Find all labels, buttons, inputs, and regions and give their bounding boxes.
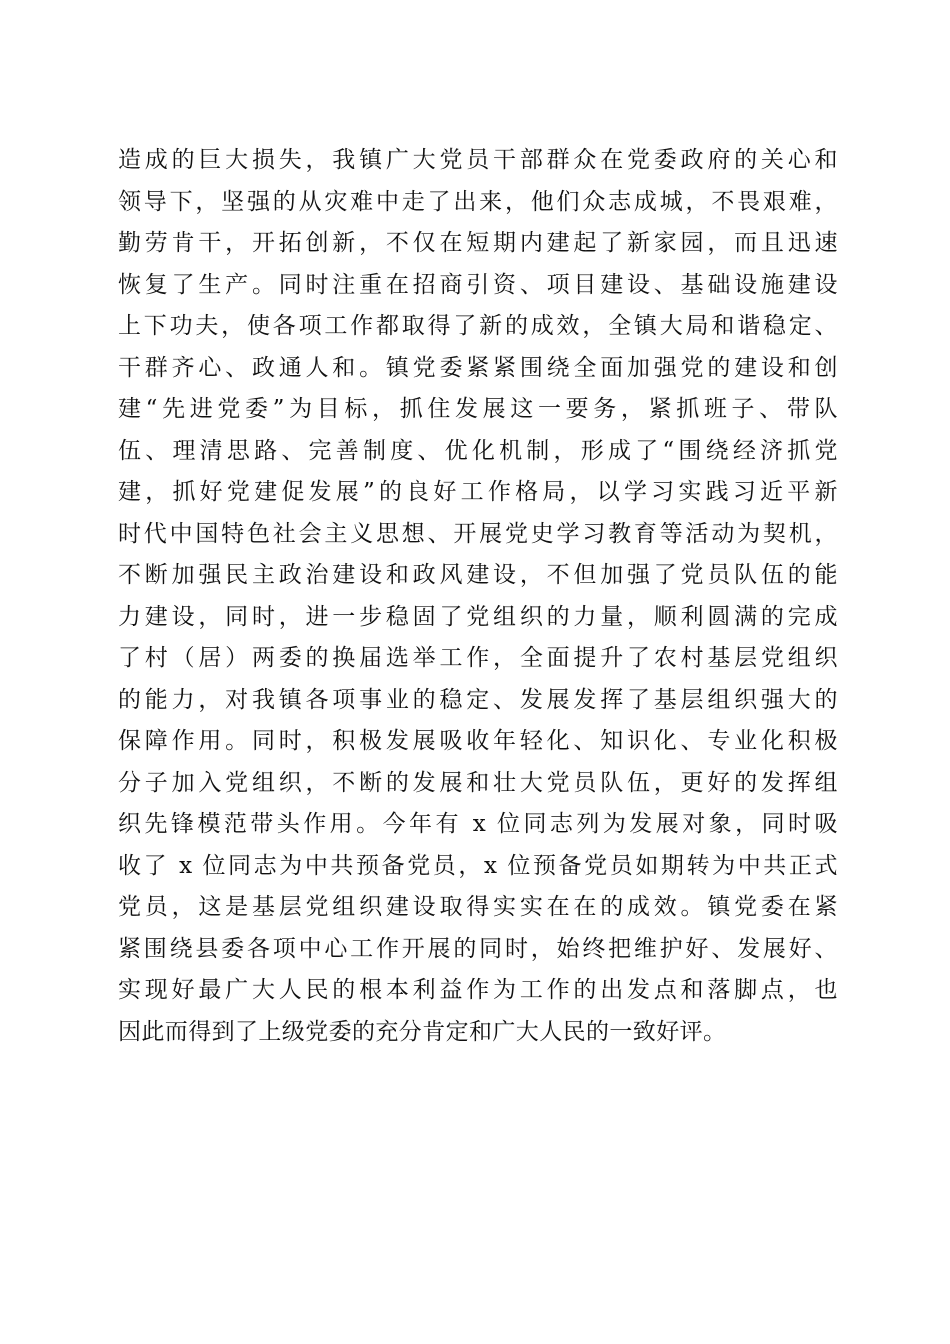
paragraph-line: 的能力，对我镇各项事业的稳定、发展发挥了基层组织强大的: [118, 686, 838, 713]
paragraph-line: 时代中国特色社会主义思想、开展党史学习教育等活动为契机，: [118, 520, 838, 547]
paragraph-line: 建“先进党委”为目标，抓住发展这一要务，紧抓班子、带队: [118, 396, 838, 422]
paragraph-line: 实现好最广大人民的根本利益作为工作的出发点和落脚点，也: [118, 977, 838, 1003]
paragraph-line: 伍、理清思路、完善制度、优化机制，形成了“围绕经济抓党: [118, 437, 838, 464]
paragraph-line: 勤劳肯干，开拓创新，不仅在短期内建起了新家园，而且迅速: [118, 230, 838, 256]
paragraph-line: 力建设，同时，进一步稳固了党组织的力量，顺利圆满的完成: [118, 603, 838, 630]
paragraph-line: 织先锋模范带头作用。今年有 x 位同志列为发展对象，同时吸: [118, 811, 838, 837]
paragraph-line: 收了 x 位同志为中共预备党员，x 位预备党员如期转为中共正式: [118, 852, 838, 879]
paragraph-line: 党员，这是基层党组织建设取得实实在在的成效。镇党委在紧: [118, 894, 838, 920]
paragraph-line: 建，抓好党建促发展”的良好工作格局，以学习实践习近平新: [118, 479, 838, 505]
paragraph-line: 恢复了生产。同时注重在招商引资、项目建设、基础设施建设: [118, 271, 838, 298]
paragraph-line: 因此而得到了上级党委的充分肯定和广大人民的一致好评。: [118, 1018, 727, 1045]
paragraph-line: 保障作用。同时，积极发展吸收年轻化、知识化、专业化积极: [118, 728, 838, 754]
paragraph-line: 了村（居）两委的换届选举工作，全面提升了农村基层党组织: [118, 645, 838, 671]
paragraph-line: 不断加强民主政治建设和政风建设，不但加强了党员队伍的能: [118, 562, 838, 588]
paragraph-line: 上下功夫，使各项工作都取得了新的成效，全镇大局和谐稳定、: [118, 313, 838, 339]
paragraph-line: 造成的巨大损失，我镇广大党员干部群众在党委政府的关心和: [118, 147, 838, 173]
paragraph-line: 领导下，坚强的从灾难中走了出来，他们众志成城，不畏艰难，: [118, 188, 838, 215]
paragraph-line: 紧围绕县委各项中心工作开展的同时，始终把维护好、发展好、: [118, 935, 838, 962]
paragraph-line: 干群齐心、政通人和。镇党委紧紧围绕全面加强党的建设和创: [118, 354, 838, 381]
body-paragraph: [118, 140, 838, 1053]
paragraph-line: 分子加入党组织，不断的发展和壮大党员队伍，更好的发挥组: [118, 769, 838, 796]
